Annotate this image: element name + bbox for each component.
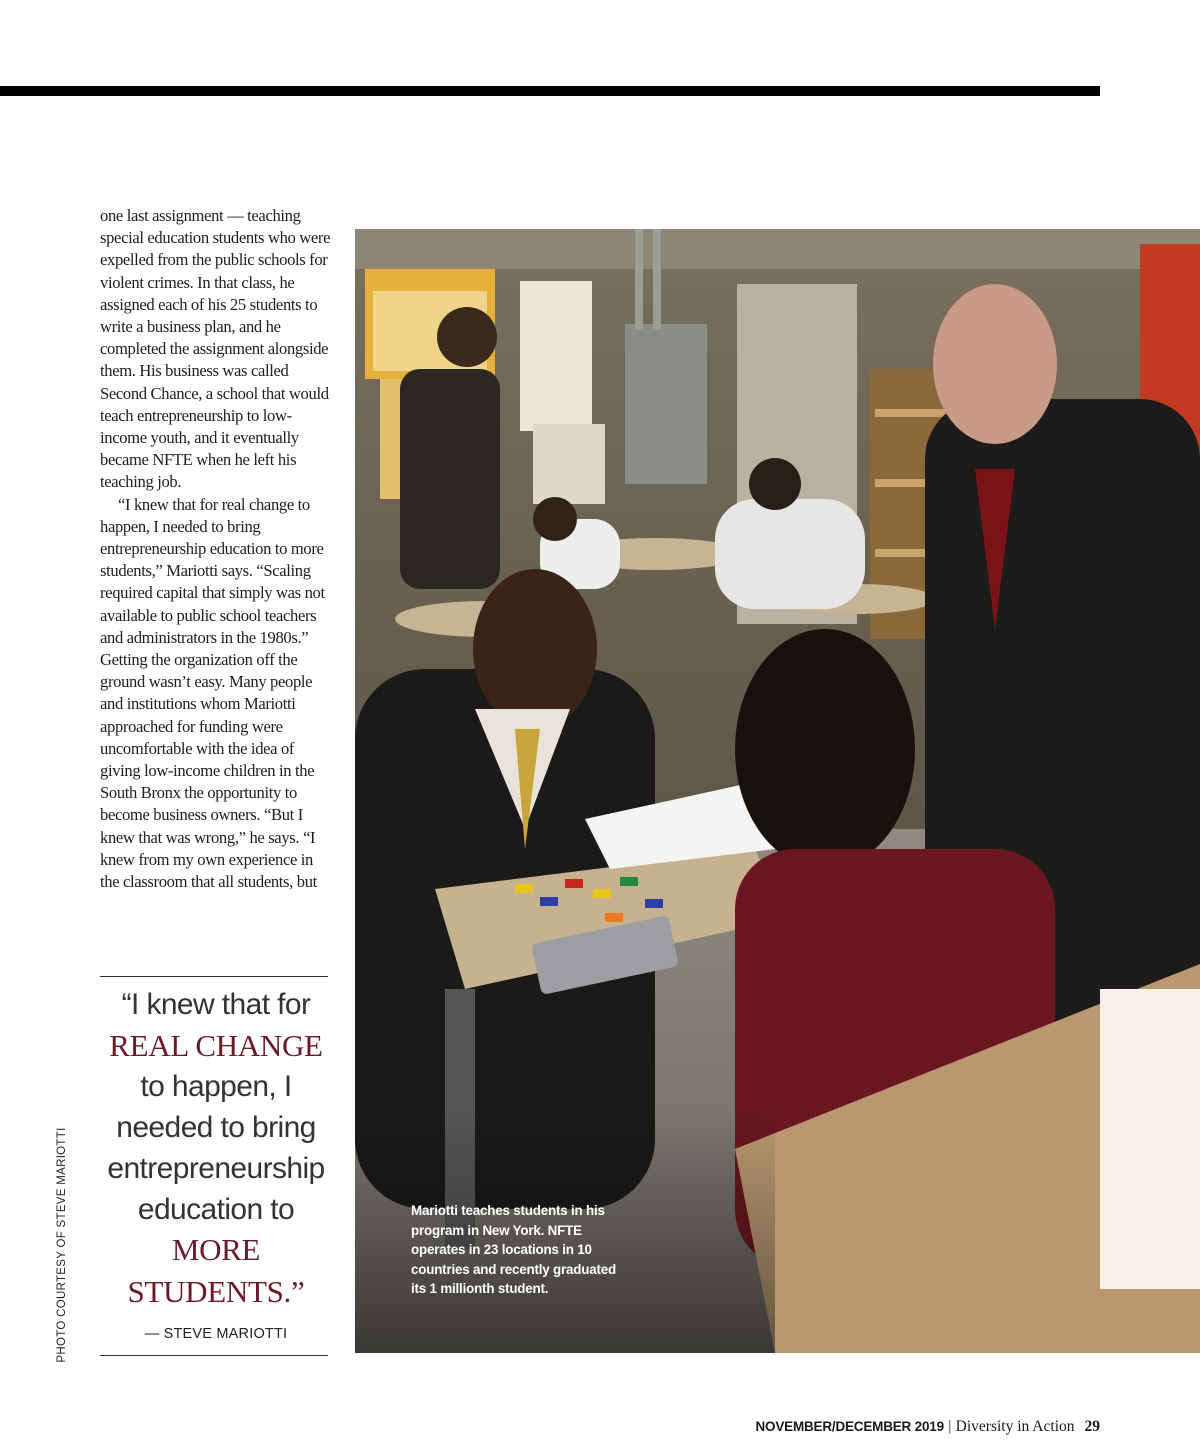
pull-quote-top-rule	[100, 976, 328, 977]
photo-credit: PHOTO COURTESY OF STEVE MARIOTTI	[56, 1127, 68, 1363]
photo-caption: Mariotti teaches students in his program in New York. NFTE operates in 23 locations in 10 countries and recently graduated its 1 millionth student.	[411, 1203, 616, 1297]
pull-quote-highlight: MORE STUDENTS.	[127, 1232, 292, 1309]
magazine-name: Diversity in Action	[955, 1418, 1075, 1435]
pull-quote-bottom-rule	[100, 1355, 328, 1356]
article-paragraph: one last assignment — teaching special education students who were expelled from the public schools for violent crimes. In that class, he assigned each of his 25 students to write a business plan, and he completed the assignment alongside them. His business was called Second Chance, a school that would teach entrepreneurship to low-income youth, and it eventually became NFTE when he left his teaching job.	[100, 206, 331, 492]
pull-quote-text: to happen, I needed to bring entrepreneurship education to	[107, 1070, 325, 1226]
article-body	[100, 205, 332, 893]
pull-quote	[98, 985, 334, 1314]
pull-quote-attribution: — STEVE MARIOTTI	[144, 1326, 288, 1342]
page-footer	[755, 1418, 1100, 1436]
top-rule	[0, 86, 1100, 96]
pull-quote-close-mark: ”	[291, 1273, 305, 1309]
issue-date: NOVEMBER/DECEMBER 2019	[755, 1419, 944, 1434]
pull-quote-highlight: REAL CHANGE	[109, 1027, 323, 1063]
page-number: 29	[1084, 1418, 1100, 1435]
classroom-photo-illustration	[355, 229, 1200, 1353]
footer-separator: |	[947, 1419, 952, 1435]
article-paragraph: “I knew that for real change to happen, I needed to bring entrepreneurship education to more students,” Mariotti says. “Scaling required capital that simply was not available to public school teachers and administrators in the 1980s.” Getting the organization off the ground wasn’t easy. Many people and institutions whom Mariotti approached for funding were uncomfortable with the idea of giving low-income children in the South Bronx the opportunity to become business owners. “But I knew that was wrong,” he says. “I knew from my own experience in the classroom that all students, but	[100, 494, 325, 892]
pull-quote-text: “I knew that for	[121, 988, 311, 1021]
classroom-photo	[355, 229, 1200, 1353]
